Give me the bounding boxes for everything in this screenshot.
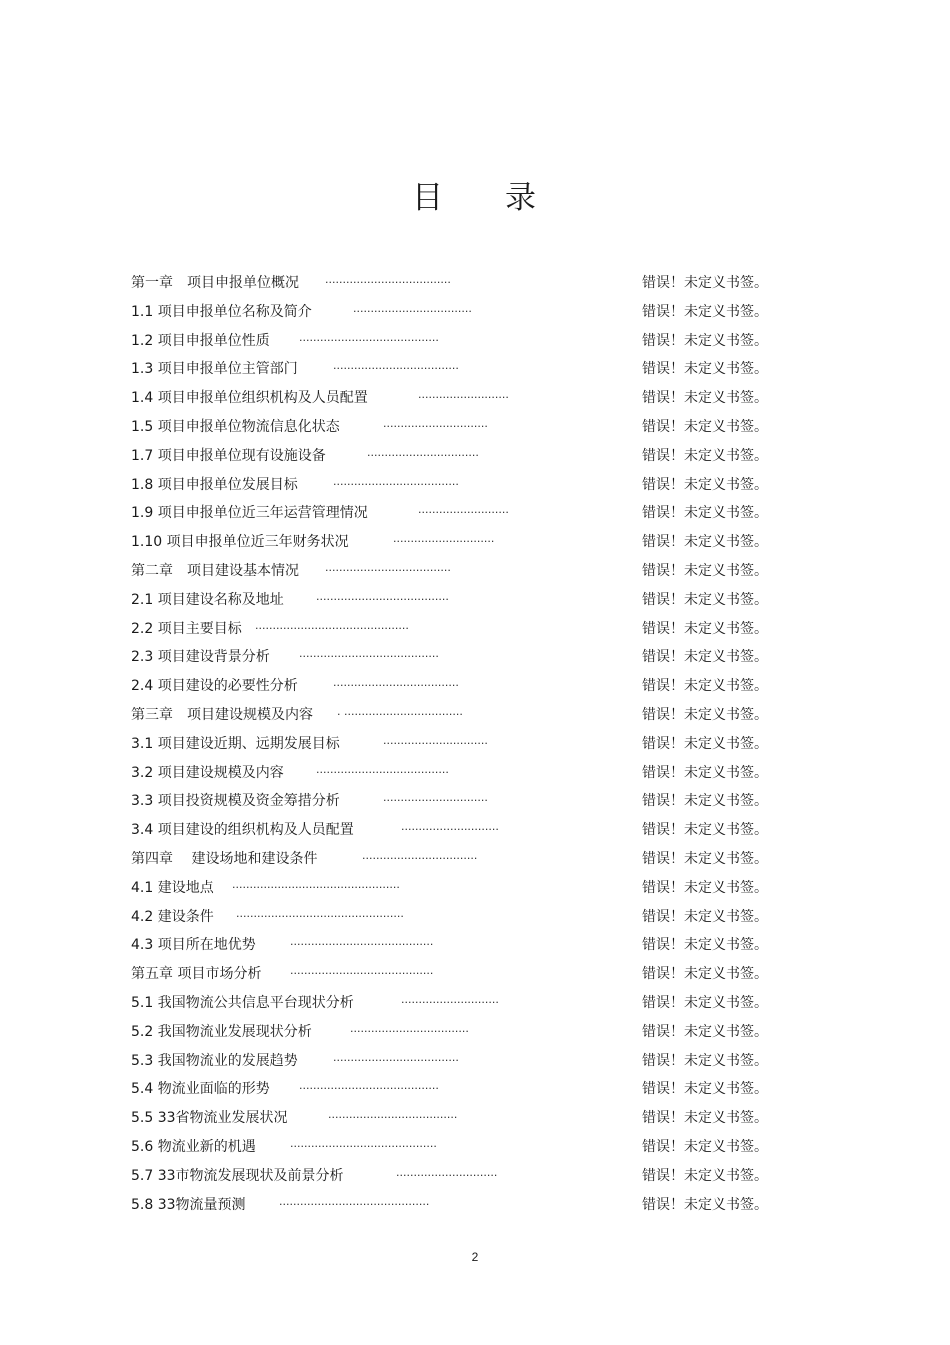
toc-entry[interactable]	[131, 1191, 781, 1220]
toc-entry-label: 3.2 项目建设规模及内容	[131, 764, 284, 781]
toc-entry[interactable]	[131, 903, 781, 932]
toc-entry[interactable]	[131, 528, 781, 557]
toc-entry-label: 第五章 项目市场分析	[131, 966, 262, 983]
toc-entry-page-ref: 错误！未定义书签。	[642, 562, 768, 579]
toc-entry-page-ref: 错误！未定义书签。	[642, 850, 768, 867]
toc-leader-dots: ........................................	[299, 330, 439, 344]
toc-leader-dots: ....................................	[333, 676, 459, 690]
toc-entry-page-ref: 错误！未定义书签。	[642, 275, 768, 291]
toc-entry-label: 4.3 项目所在地优势	[131, 937, 256, 954]
toc-entry[interactable]	[131, 845, 781, 874]
toc-leader-dots: .....................................	[328, 1108, 458, 1122]
toc-entry-label: 1.5 项目申报单位物流信息化状态	[131, 418, 340, 435]
toc-entry[interactable]	[131, 643, 781, 672]
toc-title-char-1: 目	[412, 180, 445, 216]
toc-leader-dots: ..................................	[350, 1021, 469, 1035]
toc-entry-page-ref: 错误！未定义书签。	[642, 303, 768, 320]
toc-entry-label: 3.1 项目建设近期、远期发展目标	[131, 735, 340, 752]
toc-leader-dots: ......................................	[316, 589, 449, 603]
toc-entry-page-ref: 错误！未定义书签。	[642, 793, 768, 810]
toc-entry-label: 4.1 建设地点	[131, 879, 214, 896]
toc-entry[interactable]	[131, 557, 781, 586]
toc-leader-dots: ................................	[367, 445, 479, 459]
toc-leader-dots: ...........................................	[279, 1194, 430, 1208]
toc-entry-page-ref: 错误！未定义书签。	[642, 1023, 768, 1040]
toc-leader-dots: ..........................	[418, 503, 509, 517]
toc-entry-page-ref: 错误！未定义书签。	[642, 966, 768, 983]
toc-entry[interactable]	[131, 586, 781, 615]
toc-entry-label: 5.7 33市物流发展现状及前景分析	[131, 1167, 344, 1184]
toc-entry-page-ref: 错误！未定义书签。	[642, 332, 768, 349]
toc-entry-page-ref: 错误！未定义书签。	[642, 361, 768, 378]
toc-entry[interactable]	[131, 327, 781, 356]
toc-entry-label: 5.8 33物流量预测	[131, 1196, 246, 1213]
toc-entry[interactable]	[131, 672, 781, 701]
toc-leader-dots: .........................................	[290, 964, 434, 978]
toc-list	[131, 269, 781, 1219]
toc-leader-dots: ..................................	[353, 301, 472, 315]
toc-entry[interactable]	[131, 413, 781, 442]
toc-entry-label: 1.10 项目申报单位近三年财务状况	[131, 534, 349, 551]
toc-entry-label: 2.1 项目建设名称及地址	[131, 591, 284, 608]
toc-entry-page-ref: 错误！未定义书签。	[642, 620, 768, 637]
toc-entry-label: 第四章 建设场地和建设条件	[131, 850, 318, 867]
toc-entry-page-ref: 错误！未定义书签。	[642, 908, 768, 925]
toc-leader-dots: ................................................	[232, 877, 400, 891]
toc-entry-page-ref: 错误！未定义书签。	[642, 476, 768, 493]
toc-entry[interactable]	[131, 471, 781, 500]
toc-entry-page-ref: 错误！未定义书签。	[642, 390, 768, 407]
toc-leader-dots: .................................	[362, 848, 478, 862]
toc-leader-dots: ................................................	[236, 906, 404, 920]
toc-entry[interactable]	[131, 615, 781, 644]
toc-entry-page-ref: 错误！未定义书签。	[642, 937, 768, 954]
toc-entry[interactable]	[131, 960, 781, 989]
toc-leader-dots: ............................	[401, 992, 499, 1006]
toc-leader-dots: ........................................	[299, 647, 439, 661]
toc-entry-page-ref: 错误！未定义书签。	[642, 879, 768, 896]
toc-entry[interactable]	[131, 1104, 781, 1133]
toc-entry-label: 5.1 我国物流公共信息平台现状分析	[131, 994, 354, 1011]
toc-entry[interactable]	[131, 298, 781, 327]
toc-leader-dots: ..........................................	[290, 1136, 437, 1150]
toc-entry-label: 1.4 项目申报单位组织机构及人员配置	[131, 390, 368, 407]
toc-entry-label: 第一章 项目申报单位概况	[131, 275, 299, 291]
toc-entry-label: 1.7 项目申报单位现有设施设备	[131, 447, 326, 464]
toc-entry[interactable]	[131, 1075, 781, 1104]
toc-entry-page-ref: 错误！未定义书签。	[642, 994, 768, 1011]
toc-entry-label: 5.3 我国物流业的发展趋势	[131, 1052, 298, 1069]
toc-leader-dots: ..............................	[383, 416, 488, 430]
toc-entry[interactable]	[131, 989, 781, 1018]
toc-entry[interactable]	[131, 1047, 781, 1076]
toc-leader-dots: ..........................	[418, 388, 509, 402]
toc-leader-dots: ....................................	[333, 1050, 459, 1064]
toc-entry-label: 5.5 33省物流业发展状况	[131, 1110, 288, 1127]
toc-leader-dots: ....................................	[325, 273, 451, 286]
toc-entry-label: 5.6 物流业新的机遇	[131, 1138, 256, 1155]
toc-entry-label: 5.2 我国物流业发展现状分析	[131, 1023, 312, 1040]
toc-title	[0, 172, 950, 217]
toc-leader-dots: ..............................	[383, 733, 488, 747]
toc-entry-label: 2.3 项目建设背景分析	[131, 649, 270, 666]
toc-entry[interactable]	[131, 1162, 781, 1191]
toc-entry[interactable]	[131, 759, 781, 788]
toc-entry[interactable]	[131, 816, 781, 845]
toc-entry-label: 第二章 项目建设基本情况	[131, 562, 299, 579]
toc-entry[interactable]	[131, 355, 781, 384]
page-number: 2	[471, 1250, 479, 1264]
toc-entry-page-ref: 错误！未定义书签。	[642, 822, 768, 839]
toc-title-char-2: 录	[505, 180, 538, 216]
toc-entry-page-ref: 错误！未定义书签。	[642, 1110, 768, 1127]
toc-leader-dots: .............................	[393, 532, 495, 546]
toc-entry-label: 3.3 项目投资规模及资金筹措分析	[131, 793, 340, 810]
toc-entry[interactable]	[131, 701, 781, 730]
toc-leader-dots: ........................................	[299, 1079, 439, 1093]
toc-entry-label: 1.2 项目申报单位性质	[131, 332, 270, 349]
toc-entry-label: 1.8 项目申报单位发展目标	[131, 476, 298, 493]
toc-leader-dots: ....................................	[333, 359, 459, 373]
toc-entry-page-ref: 错误！未定义书签。	[642, 1081, 768, 1098]
toc-entry[interactable]	[131, 1133, 781, 1162]
toc-leader-dots: ....................................	[333, 474, 459, 488]
toc-entry[interactable]	[131, 1018, 781, 1047]
toc-entry[interactable]	[131, 730, 781, 759]
toc-entry[interactable]	[131, 874, 781, 903]
toc-entry-label: 1.3 项目申报单位主管部门	[131, 361, 298, 378]
toc-entry-page-ref: 错误！未定义书签。	[642, 505, 768, 522]
toc-entry[interactable]	[131, 499, 781, 528]
toc-entry[interactable]	[131, 384, 781, 413]
toc-entry-label: 1.9 项目申报单位近三年运营管理情况	[131, 505, 368, 522]
toc-leader-dots: .........................................	[290, 935, 434, 949]
toc-leader-dots: ............................	[401, 820, 499, 834]
toc-entry-label: 1.1 项目申报单位名称及简介	[131, 303, 312, 320]
toc-entry-page-ref: 错误！未定义书签。	[642, 764, 768, 781]
toc-entry-label: 2.4 项目建设的必要性分析	[131, 678, 298, 695]
toc-entry-page-ref: 错误！未定义书签。	[642, 591, 768, 608]
toc-leader-dots: ..............................	[383, 791, 488, 805]
toc-entry-page-ref: 错误！未定义书签。	[642, 735, 768, 752]
toc-entry[interactable]	[131, 269, 781, 298]
toc-entry-page-ref: 错误！未定义书签。	[642, 418, 768, 435]
toc-entry-page-ref: 错误！未定义书签。	[642, 1196, 768, 1213]
toc-entry[interactable]	[131, 442, 781, 471]
toc-entry-page-ref: 错误！未定义书签。	[642, 1138, 768, 1155]
toc-entry-page-ref: 错误！未定义书签。	[642, 706, 768, 723]
toc-leader-dots: ............................................	[255, 618, 409, 632]
toc-entry-page-ref: 错误！未定义书签。	[642, 1052, 768, 1069]
toc-entry-page-ref: 错误！未定义书签。	[642, 1167, 768, 1184]
toc-entry-label: 第三章 项目建设规模及内容	[131, 706, 313, 723]
toc-entry-label: 5.4 物流业面临的形势	[131, 1081, 270, 1098]
toc-entry-page-ref: 错误！未定义书签。	[642, 447, 768, 464]
toc-entry-page-ref: 错误！未定义书签。	[642, 649, 768, 666]
toc-entry-label: 4.2 建设条件	[131, 908, 214, 925]
toc-entry-page-ref: 错误！未定义书签。	[642, 678, 768, 695]
toc-entry-label: 2.2 项目主要目标	[131, 620, 242, 637]
toc-entry-label: 3.4 项目建设的组织机构及人员配置	[131, 822, 354, 839]
toc-leader-dots: ......................................	[316, 762, 449, 776]
toc-entry[interactable]	[131, 787, 781, 816]
toc-entry-page-ref: 错误！未定义书签。	[642, 534, 768, 551]
toc-leader-dots: ....................................	[325, 560, 451, 574]
toc-leader-dots: .............................	[396, 1165, 498, 1179]
toc-entry[interactable]	[131, 931, 781, 960]
toc-leader-dots: . ..................................	[337, 704, 463, 718]
